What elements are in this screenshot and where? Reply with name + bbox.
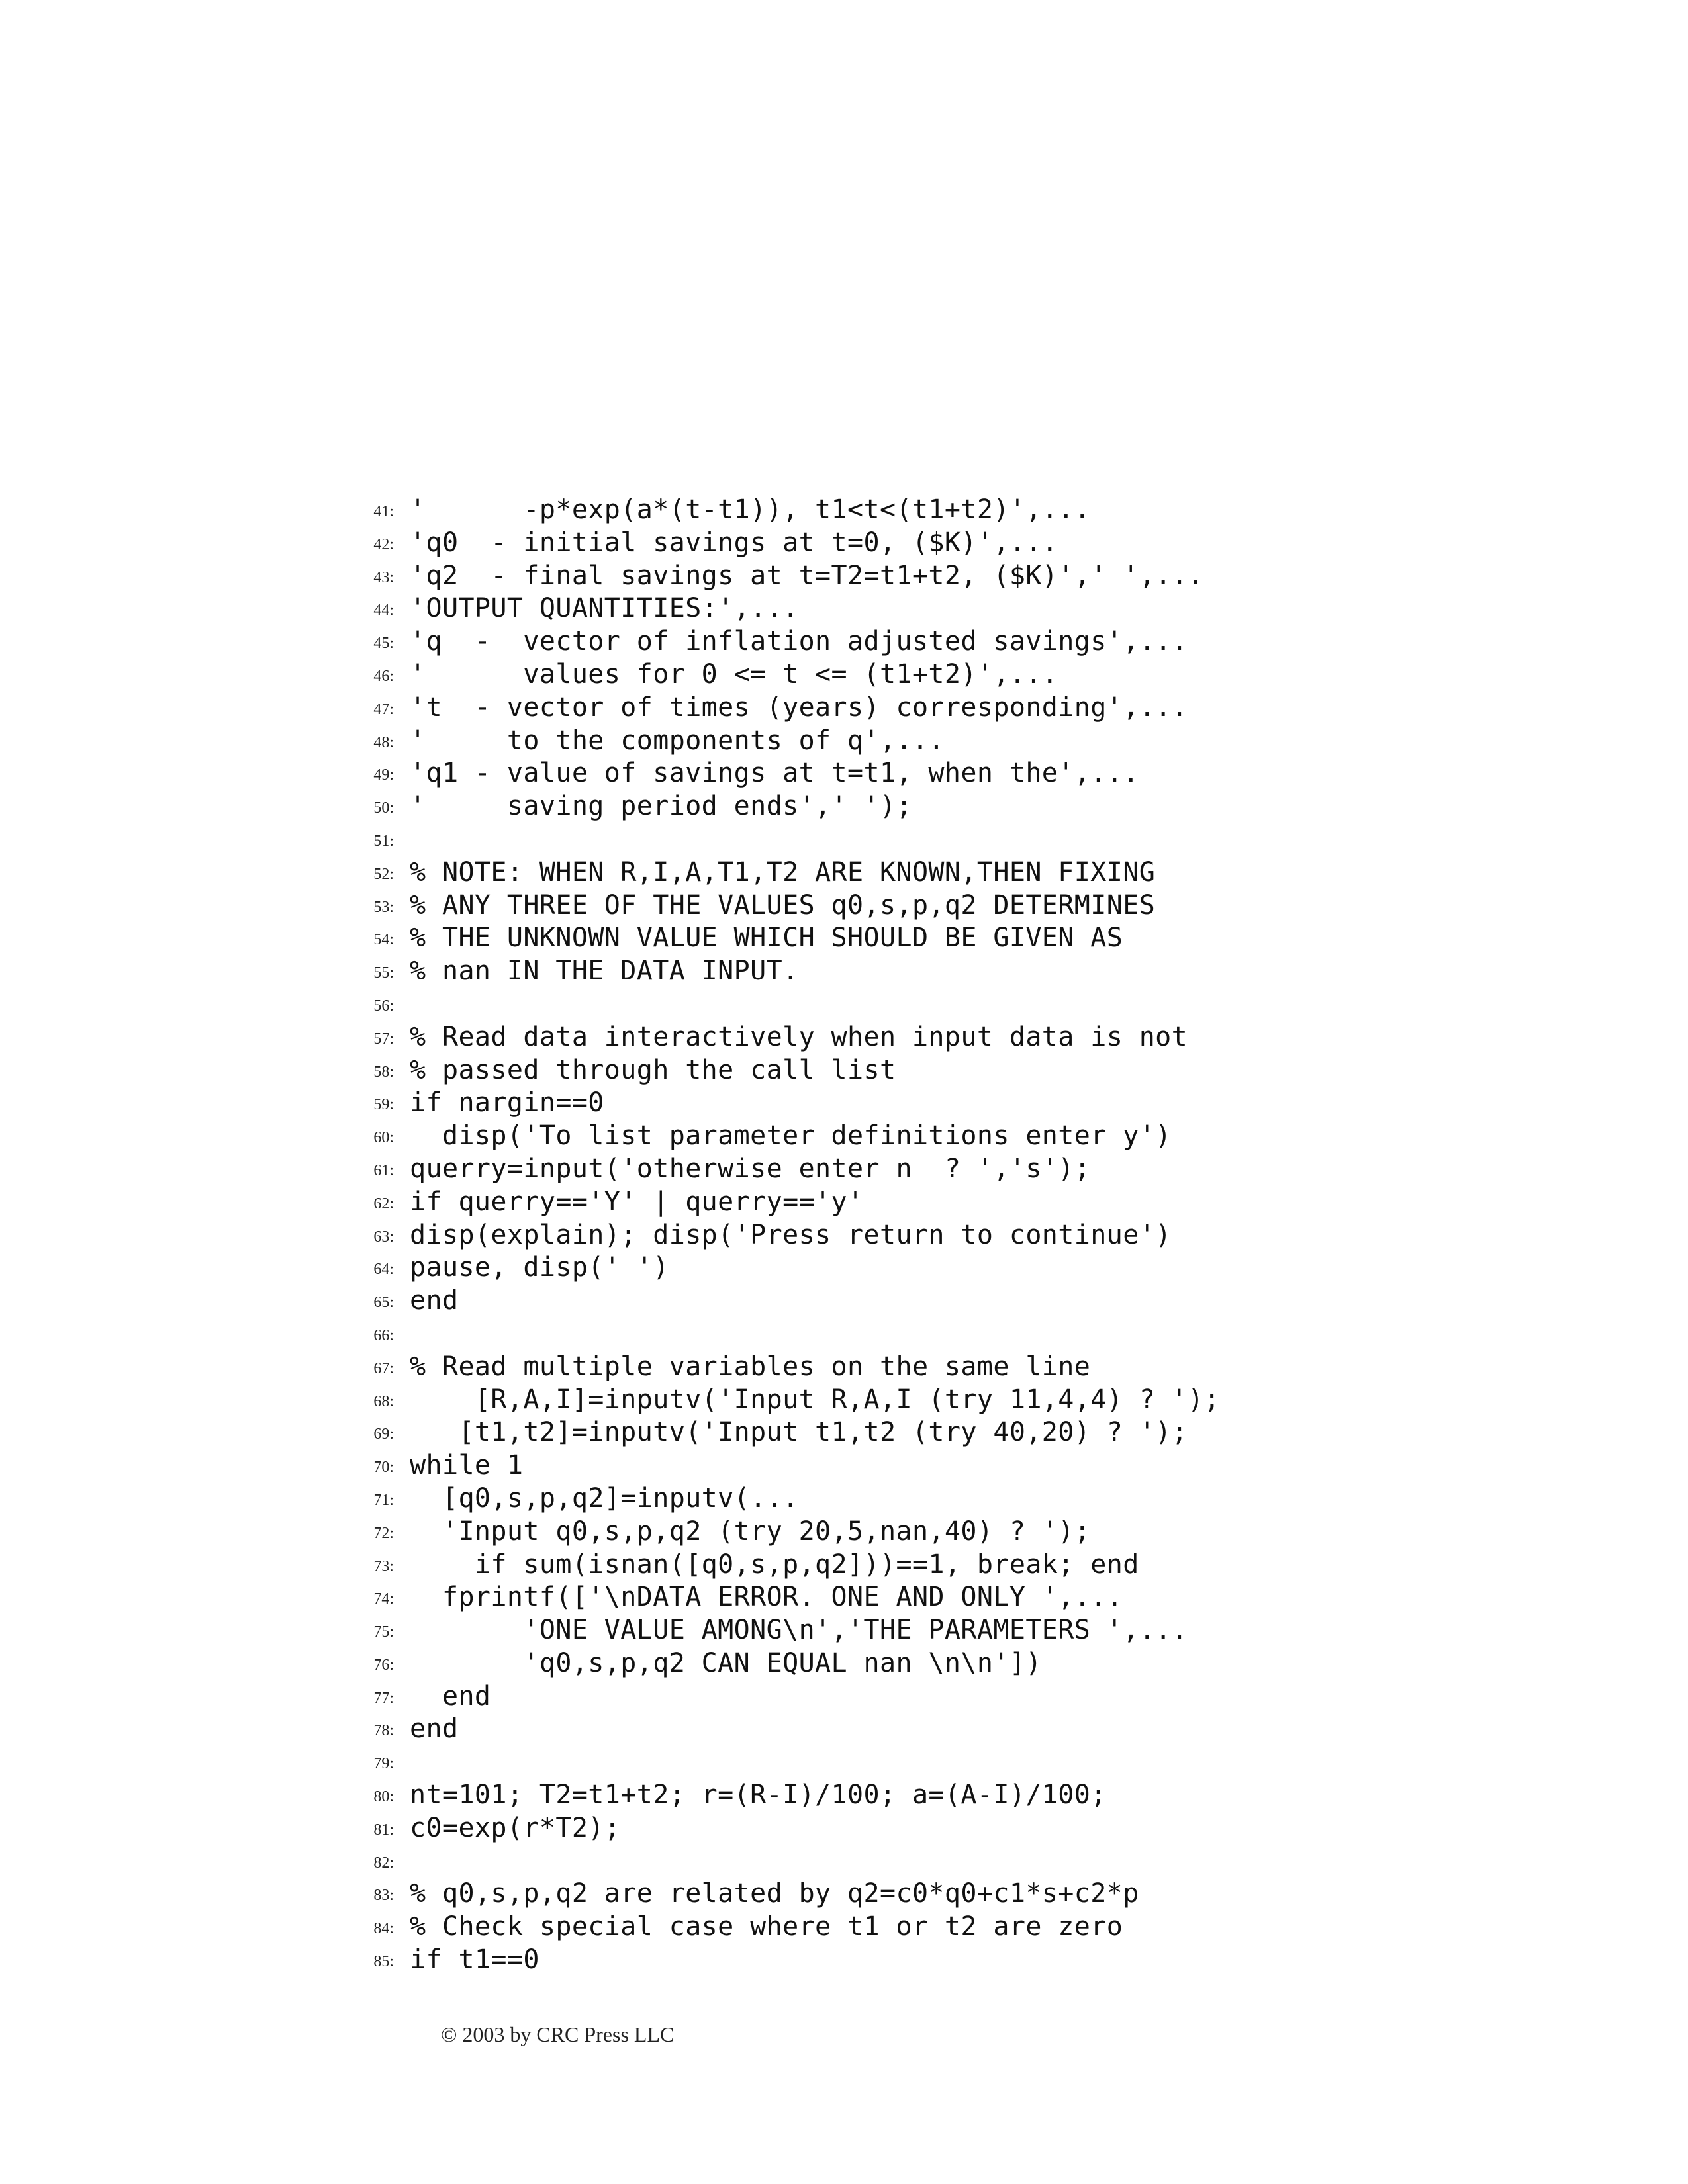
line-number: 59: — [373, 1096, 394, 1114]
line-number: 83: — [373, 1887, 394, 1905]
code-line — [357, 1516, 1615, 1549]
code-line — [357, 856, 1615, 889]
code-line — [357, 1153, 1615, 1186]
code-text: end — [410, 1713, 459, 1745]
code-text: fprintf(['\nDATA ERROR. ONE AND ONLY ',... — [410, 1582, 1123, 1613]
code-line — [357, 1416, 1615, 1449]
code-text: % q0,s,p,q2 are related by q2=c0*q0+c1*s+c2*p — [410, 1878, 1139, 1909]
line-number: 64: — [373, 1261, 394, 1279]
code-text: ' saving period ends',' '); — [410, 791, 912, 822]
code-text: % ANY THREE OF THE VALUES q0,s,p,q2 DETERMINES — [410, 889, 1156, 921]
code-line — [357, 790, 1615, 823]
line-number: 62: — [373, 1195, 394, 1212]
code-line — [357, 889, 1615, 923]
line-number: 76: — [373, 1656, 394, 1674]
code-text: % Check special case where t1 or t2 are zero — [410, 1911, 1123, 1942]
code-text: 'q - vector of inflation adjusted savings',... — [410, 626, 1188, 657]
code-line — [357, 560, 1615, 593]
code-line — [357, 1680, 1615, 1713]
line-number: 68: — [373, 1392, 394, 1410]
line-number: 70: — [373, 1459, 394, 1477]
code-text: if querry=='Y' | querry=='y' — [410, 1186, 864, 1217]
code-text: end — [410, 1680, 491, 1711]
code-line — [357, 725, 1615, 758]
code-line — [357, 1251, 1615, 1285]
line-number: 51: — [373, 832, 394, 850]
code-line — [357, 1120, 1615, 1153]
line-number: 55: — [373, 964, 394, 982]
line-number: 48: — [373, 733, 394, 751]
line-number: 63: — [373, 1228, 394, 1246]
code-line — [357, 1614, 1615, 1647]
line-number: 66: — [373, 1326, 394, 1344]
code-line — [357, 1944, 1615, 1977]
line-number: 71: — [373, 1491, 394, 1509]
code-line — [357, 1713, 1615, 1746]
line-number: 73: — [373, 1557, 394, 1575]
line-number: 53: — [373, 898, 394, 916]
code-line — [357, 1087, 1615, 1120]
line-number: 67: — [373, 1359, 394, 1377]
code-line — [357, 1746, 1615, 1779]
line-number: 54: — [373, 931, 394, 949]
line-number: 41: — [373, 503, 394, 520]
line-number: 75: — [373, 1623, 394, 1641]
line-number: 57: — [373, 1030, 394, 1048]
code-text: c0=exp(r*T2); — [410, 1812, 621, 1843]
code-line — [357, 1318, 1615, 1351]
code-text: % nan IN THE DATA INPUT. — [410, 956, 799, 987]
code-line — [357, 1911, 1615, 1944]
code-line — [357, 494, 1615, 527]
code-line — [357, 1581, 1615, 1614]
code-line — [357, 1351, 1615, 1384]
code-text: % Read multiple variables on the same line — [410, 1351, 1091, 1382]
code-text: 'ONE VALUE AMONG\n','THE PARAMETERS ',... — [410, 1615, 1188, 1646]
code-text: nt=101; T2=t1+t2; r=(R-I)/100; a=(A-I)/100; — [410, 1780, 1107, 1811]
code-line — [357, 1384, 1615, 1417]
code-text: 'q2 - final savings at t=T2=t1+t2, ($K)',' ',... — [410, 560, 1204, 591]
code-listing — [357, 494, 1615, 1977]
code-line — [357, 527, 1615, 560]
line-number: 84: — [373, 1920, 394, 1938]
code-line — [357, 625, 1615, 659]
code-line — [357, 1647, 1615, 1680]
copyright-footer: © 2003 by CRC Press LLC — [441, 2023, 675, 2046]
line-number: 47: — [373, 700, 394, 718]
code-line — [357, 659, 1615, 692]
code-text: % NOTE: WHEN R,I,A,T1,T2 ARE KNOWN,THEN FIXING — [410, 856, 1156, 887]
code-line — [357, 1878, 1615, 1911]
line-number: 45: — [373, 635, 394, 653]
code-line — [357, 1812, 1615, 1845]
code-text: % THE UNKNOWN VALUE WHICH SHOULD BE GIVEN AS — [410, 923, 1123, 954]
code-line — [357, 988, 1615, 1021]
code-text: 't - vector of times (years) corresponding',... — [410, 692, 1188, 723]
line-number: 69: — [373, 1426, 394, 1443]
code-line — [357, 1054, 1615, 1087]
code-line — [357, 1779, 1615, 1812]
line-number: 61: — [373, 1161, 394, 1179]
code-text: end — [410, 1285, 459, 1316]
code-line — [357, 1285, 1615, 1318]
line-number: 56: — [373, 997, 394, 1015]
code-line — [357, 922, 1615, 955]
line-number: 42: — [373, 535, 394, 553]
line-number: 79: — [373, 1755, 394, 1773]
code-text: if nargin==0 — [410, 1087, 604, 1118]
line-number: 82: — [373, 1854, 394, 1872]
code-text: 'Input q0,s,p,q2 (try 20,5,nan,40) ? '); — [410, 1516, 1091, 1547]
line-number: 49: — [373, 766, 394, 784]
line-number: 43: — [373, 569, 394, 586]
code-text: querry=input('otherwise enter n ? ','s'); — [410, 1153, 1091, 1184]
code-text: 'OUTPUT QUANTITIES:',... — [410, 593, 799, 624]
code-text: while 1 — [410, 1450, 524, 1481]
code-line — [357, 692, 1615, 725]
code-text: % passed through the call list — [410, 1054, 896, 1085]
line-number: 58: — [373, 1063, 394, 1081]
line-number: 44: — [373, 602, 394, 619]
code-line — [357, 823, 1615, 856]
line-number: 78: — [373, 1722, 394, 1740]
code-line — [357, 1449, 1615, 1482]
code-text: ' to the components of q',... — [410, 725, 945, 756]
code-text: pause, disp(' ') — [410, 1252, 669, 1283]
line-number: 60: — [373, 1129, 394, 1147]
code-line — [357, 1021, 1615, 1054]
line-number: 65: — [373, 1294, 394, 1312]
code-text: if t1==0 — [410, 1944, 539, 1976]
line-number: 72: — [373, 1524, 394, 1542]
code-text: 'q0 - initial savings at t=0, ($K)',... — [410, 527, 1058, 558]
line-number: 80: — [373, 1788, 394, 1806]
code-text: % Read data interactively when input data is not — [410, 1021, 1188, 1052]
line-number: 50: — [373, 799, 394, 817]
line-number: 52: — [373, 865, 394, 883]
code-line — [357, 1549, 1615, 1582]
code-line — [357, 955, 1615, 988]
code-line — [357, 757, 1615, 790]
code-text: 'q1 - value of savings at t=t1, when the',... — [410, 758, 1139, 789]
line-number: 85: — [373, 1953, 394, 1971]
code-text: ' values for 0 <= t <= (t1+t2)',... — [410, 659, 1058, 690]
code-line — [357, 1845, 1615, 1878]
code-text: [R,A,I]=inputv('Input R,A,I (try 11,4,4) ? '); — [410, 1384, 1221, 1415]
code-text: disp(explain); disp('Press return to continue') — [410, 1219, 1172, 1250]
code-text: 'q0,s,p,q2 CAN EQUAL nan \n\n']) — [410, 1647, 1042, 1678]
line-number: 74: — [373, 1590, 394, 1608]
code-text: ' -p*exp(a*(t-t1)), t1<t<(t1+t2)',... — [410, 494, 1091, 525]
code-line — [357, 592, 1615, 625]
code-text: [q0,s,p,q2]=inputv(... — [410, 1482, 799, 1514]
code-line — [357, 1186, 1615, 1219]
line-number: 77: — [373, 1689, 394, 1707]
code-text: disp('To list parameter definitions enter y') — [410, 1120, 1172, 1152]
code-line — [357, 1482, 1615, 1516]
line-number: 46: — [373, 667, 394, 685]
code-text: [t1,t2]=inputv('Input t1,t2 (try 40,20) ? '); — [410, 1417, 1188, 1448]
code-text: if sum(isnan([q0,s,p,q2]))==1, break; end — [410, 1549, 1139, 1580]
line-number: 81: — [373, 1821, 394, 1839]
code-line — [357, 1219, 1615, 1252]
